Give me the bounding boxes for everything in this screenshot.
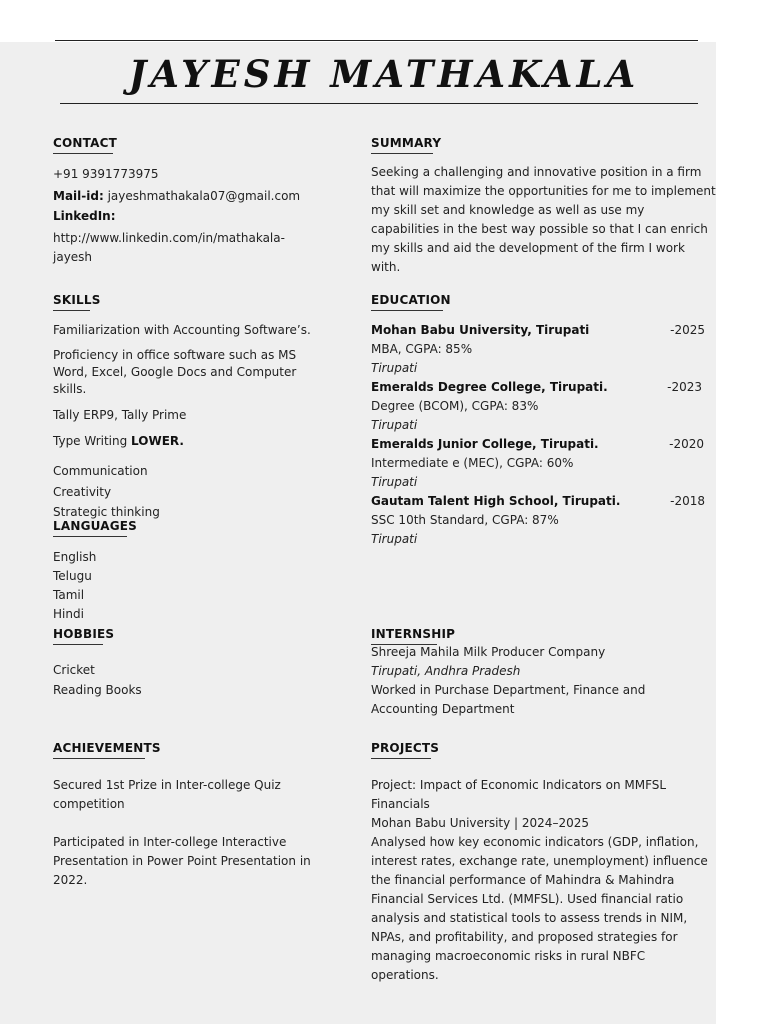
education-place: Tirupati [371, 532, 418, 546]
hobbies-underline [53, 644, 103, 645]
languages-underline [53, 536, 127, 537]
education-school: Emeralds Junior College, Tirupati. [371, 437, 599, 451]
contact-mail [53, 187, 300, 206]
language-item: Tamil [53, 588, 85, 602]
skill-item: Communication [53, 464, 148, 478]
projects-heading [371, 741, 439, 759]
top-rule [55, 40, 698, 41]
achievement-item: Secured 1st Prize in Inter-college Quiz competition [53, 778, 281, 811]
linkedin-label: LinkedIn: [53, 209, 116, 223]
resume-name: JAYESH MATHAKALA [128, 52, 640, 96]
education-year [639, 435, 704, 454]
project-org: Mohan Babu University | 2024–2025 [371, 816, 589, 830]
skill-item [53, 432, 184, 451]
education-place: Tirupati [371, 475, 418, 489]
skills-underline [53, 310, 90, 311]
language-item: English [53, 550, 97, 564]
education-heading [371, 293, 451, 311]
mail-value: jayeshmathakala07@gmail.com [103, 189, 301, 203]
education-detail: SSC 10th Standard, CGPA: 87% [371, 513, 559, 527]
summary-heading-label: SUMMARY [371, 136, 442, 150]
internship-company: Shreeja Mahila Milk Producer Company [371, 645, 606, 659]
skills-heading [53, 293, 101, 311]
education-underline [371, 310, 443, 311]
project-title: Project: Impact of Economic Indicators on MMFSL Financials [371, 778, 667, 811]
education-place: Tirupati [371, 418, 418, 432]
projects-underline [371, 758, 431, 759]
internship-role: Worked in Purchase Department, Finance and Accounting Department [371, 683, 646, 716]
skill-item: Familiarization with Accounting Software’s. [53, 323, 311, 337]
education-place: Tirupati [371, 361, 418, 375]
achievements-heading-label: ACHIEVEMENTS [53, 741, 161, 755]
contact-phone: +91 9391773975 [53, 167, 159, 181]
hobby-item: Reading Books [53, 683, 142, 697]
projects-heading-label: PROJECTS [371, 741, 440, 755]
education-detail: MBA, CGPA: 85% [371, 342, 473, 356]
contact-heading [53, 136, 117, 154]
achievement-item: Participated in Inter-college Interactive Presentation in Power Point Presentation in 2022. [53, 835, 311, 887]
achievements-underline [53, 758, 145, 759]
education-year-text: -2023 [667, 380, 702, 394]
education-year-text: -2018 [670, 494, 705, 508]
education-school: Emeralds Degree College, Tirupati. [371, 380, 608, 394]
education-detail: Intermediate e (MEC), CGPA: 60% [371, 456, 574, 470]
summary-text: Seeking a challenging and innovative position in a firm that will maximize the opportunities for me to implement my skill set and knowledge as well as use my capabilities in the best way possible so that I can enrich my skills and aid the development of the firm I work with. [371, 165, 716, 274]
education-year [640, 321, 705, 340]
skill-item: Strategic thinking [53, 505, 160, 519]
contact-heading-label: CONTACT [53, 136, 117, 150]
hobbies-heading [53, 627, 114, 645]
name-rule [60, 103, 698, 104]
hobby-item: Cricket [53, 663, 95, 677]
skill-item: Tally ERP9, Tally Prime [53, 408, 187, 422]
achievements-heading [53, 741, 161, 759]
skill-item-bold: LOWER. [131, 434, 184, 448]
education-year-text: -2025 [670, 323, 705, 337]
skill-item-text: Type Writing [53, 434, 132, 448]
linkedin-url-line2: jayesh [53, 250, 93, 264]
summary-heading [371, 136, 441, 154]
education-year [640, 492, 705, 511]
education-detail: Degree (BCOM), CGPA: 83% [371, 399, 539, 413]
internship-location: Tirupati, Andhra Pradesh [371, 664, 521, 678]
language-item: Telugu [53, 569, 92, 583]
education-year-text: -2020 [669, 437, 704, 451]
education-year [637, 378, 702, 397]
hobbies-heading-label: HOBBIES [53, 627, 115, 641]
linkedin-url-line1: http://www.linkedin.com/in/mathakala- [53, 231, 285, 245]
skill-item: Proficiency in office software such as MS Word, Excel, Google Docs and Computer skills. [53, 348, 297, 396]
education-school: Gautam Talent High School, Tirupati. [371, 494, 621, 508]
education-school: Mohan Babu University, Tirupati [371, 323, 590, 337]
contact-underline [53, 153, 113, 154]
internship-heading-label: INTERNSHIP [371, 627, 456, 641]
project-description: Analysed how key economic indicators (GDP, inflation, interest rates, exchange rate, unemployment) influence the financial performance of Mahindra & Mahindra Financial Services Ltd. (MMFSL). Used financial ratio analysis and statistical tools to assess trends in NIM, NPAs, and profitability, and proposed strategies for managing macroeconomic risks in rural NBFC operations. [371, 835, 708, 982]
skill-item: Creativity [53, 485, 112, 499]
summary-underline [371, 153, 433, 154]
education-heading-label: EDUCATION [371, 293, 451, 307]
languages-heading-label: LANGUAGES [53, 519, 137, 533]
mail-label: Mail-id: [53, 189, 104, 203]
language-item: Hindi [53, 607, 84, 621]
skills-heading-label: SKILLS [53, 293, 101, 307]
languages-heading [53, 519, 137, 537]
